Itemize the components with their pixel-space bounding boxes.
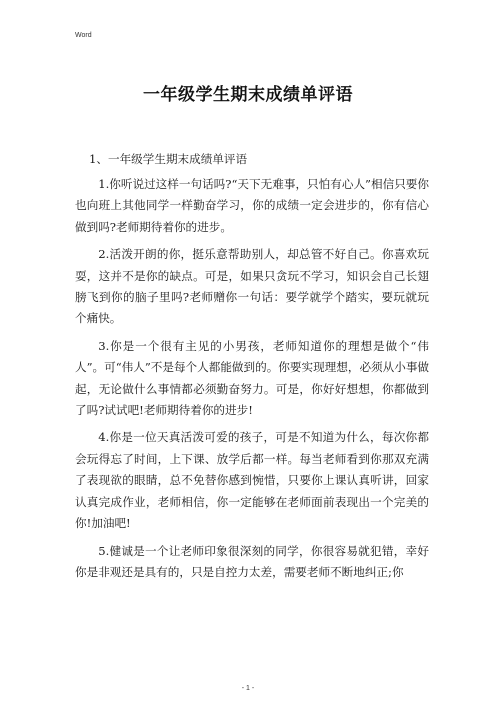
- paragraph-2: 2.活泼开朗的你，挺乐意帮助别人，却总管不好自己。你喜欢玩耍，这并不是你的缺点。可是，如果只贪玩不学习，知识会自己长翅膀飞到你的脑子里吗?老师赠你一句话：要学就学个踏实，要玩就玩个痛快。: [75, 247, 429, 326]
- document-title: 一年级学生期末成绩单评语: [143, 85, 353, 105]
- paragraph-4: 4.你是一位天真活泼可爱的孩子，可是不知道为什么，每次你都会玩得忘了时间，上下课、放学后都一样。每当老师看到你那双充满了表现欲的眼睛，总不免替你感到惋惜，只要你上课认真听讲，回家认真完成作业，老师相信，你一定能够在老师面前表现出一个完美的你!加油吧!: [75, 430, 429, 531]
- document-body: [75, 149, 429, 589]
- paragraph-1: 1.你听说过这样一句话吗?“天下无难事，只怕有心人”相信只要你也向班上其他同学一样勤奋学习，你的成绩一定会进步的，你有信心做到吗?老师期待着你的进步。: [75, 177, 429, 234]
- section-heading: 1、一年级学生期末成绩单评语: [89, 152, 248, 166]
- paragraph-5: 5.健诚是一个让老师印象很深刻的同学，你很容易就犯错，幸好你是非观还是具有的，只是自控力太差，需要老师不断地纠正;你: [75, 543, 429, 579]
- header-label: Word: [75, 32, 92, 39]
- paragraph-3: 3.你是一个很有主见的小男孩，老师知道你的理想是做个“伟人”。可“伟人”不是每个人都能做到的。你要实现理想，必须从小事做起，无论做什么事情都必须勤奋努力。可是，你好好想想，你都做到了吗?试试吧!老师期待着你的进步!: [75, 338, 430, 418]
- page-number: - 1 -: [241, 685, 255, 692]
